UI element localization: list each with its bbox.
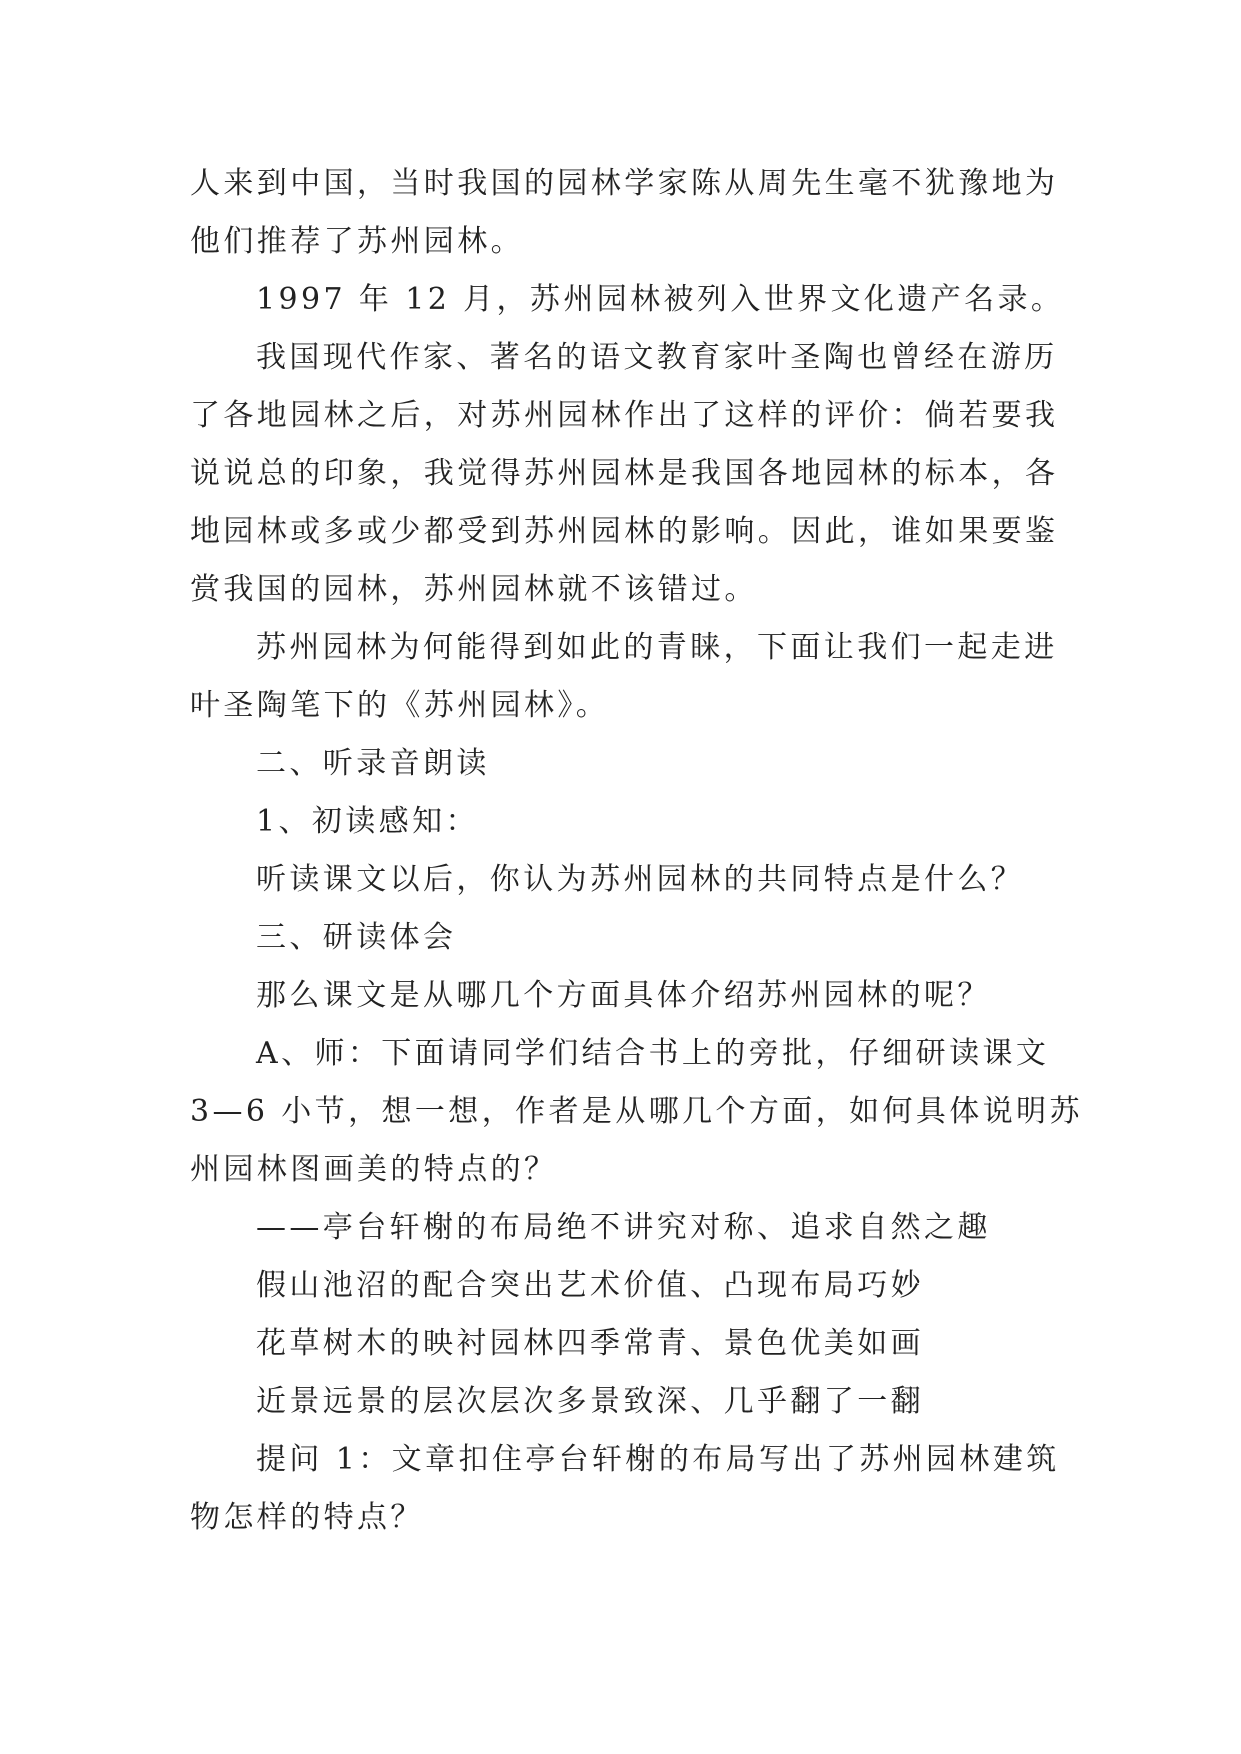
list-item: 假山池沼的配合突出艺术价值、凸现布局巧妙	[256, 1268, 924, 1303]
text-line: 物怎样的特点？	[190, 1500, 424, 1535]
text-line: 苏州园林为何能得到如此的青睐，下面让我们一起走进	[256, 630, 1058, 665]
text-line: 州园林图画美的特点的？	[190, 1152, 558, 1187]
list-item: ——亭台轩榭的布局绝不讲究对称、追求自然之趣	[256, 1210, 991, 1245]
text-line: 我国现代作家、著名的语文教育家叶圣陶也曾经在游历	[256, 340, 1058, 375]
text-line: 了各地园林之后，对苏州园林作出了这样的评价：倘若要我	[190, 398, 1059, 433]
text-line: 听读课文以后，你认为苏州园林的共同特点是什么？	[256, 862, 1025, 897]
list-item: 花草树木的映衬园林四季常青、景色优美如画	[256, 1326, 924, 1361]
text-line: 人来到中国，当时我国的园林学家陈从周先生毫不犹豫地为	[190, 166, 1059, 201]
subsection-heading: 1、初读感知：	[256, 804, 479, 839]
text-line: 说说总的印象，我觉得苏州园林是我国各地园林的标本，各	[190, 456, 1059, 491]
text-line: 提问 1：文章扣住亭台轩榭的布局写出了苏州园林建筑	[256, 1442, 1060, 1477]
section-heading: 二、听录音朗读	[256, 746, 490, 781]
text-line: 3—6 小节，想一想，作者是从哪几个方面，如何具体说明苏	[190, 1094, 1083, 1129]
text-line: A、师：下面请同学们结合书上的旁批，仔细研读课文	[256, 1036, 1050, 1071]
text-line: 那么课文是从哪几个方面具体介绍苏州园林的呢？	[256, 978, 991, 1013]
text-line: 叶圣陶笔下的《苏州园林》。	[190, 688, 610, 723]
section-heading: 三、研读体会	[256, 920, 457, 955]
text-line: 赏我国的园林，苏州园林就不该错过。	[190, 572, 758, 607]
text-line: 他们推荐了苏州园林。	[190, 224, 524, 259]
text-line: 地园林或多或少都受到苏州园林的影响。因此，谁如果要鉴	[190, 514, 1059, 549]
list-item: 近景远景的层次层次多景致深、几乎翻了一翻	[256, 1384, 924, 1419]
text-line: 1997 年 12 月，苏州园林被列入世界文化遗产名录。	[256, 282, 1065, 317]
